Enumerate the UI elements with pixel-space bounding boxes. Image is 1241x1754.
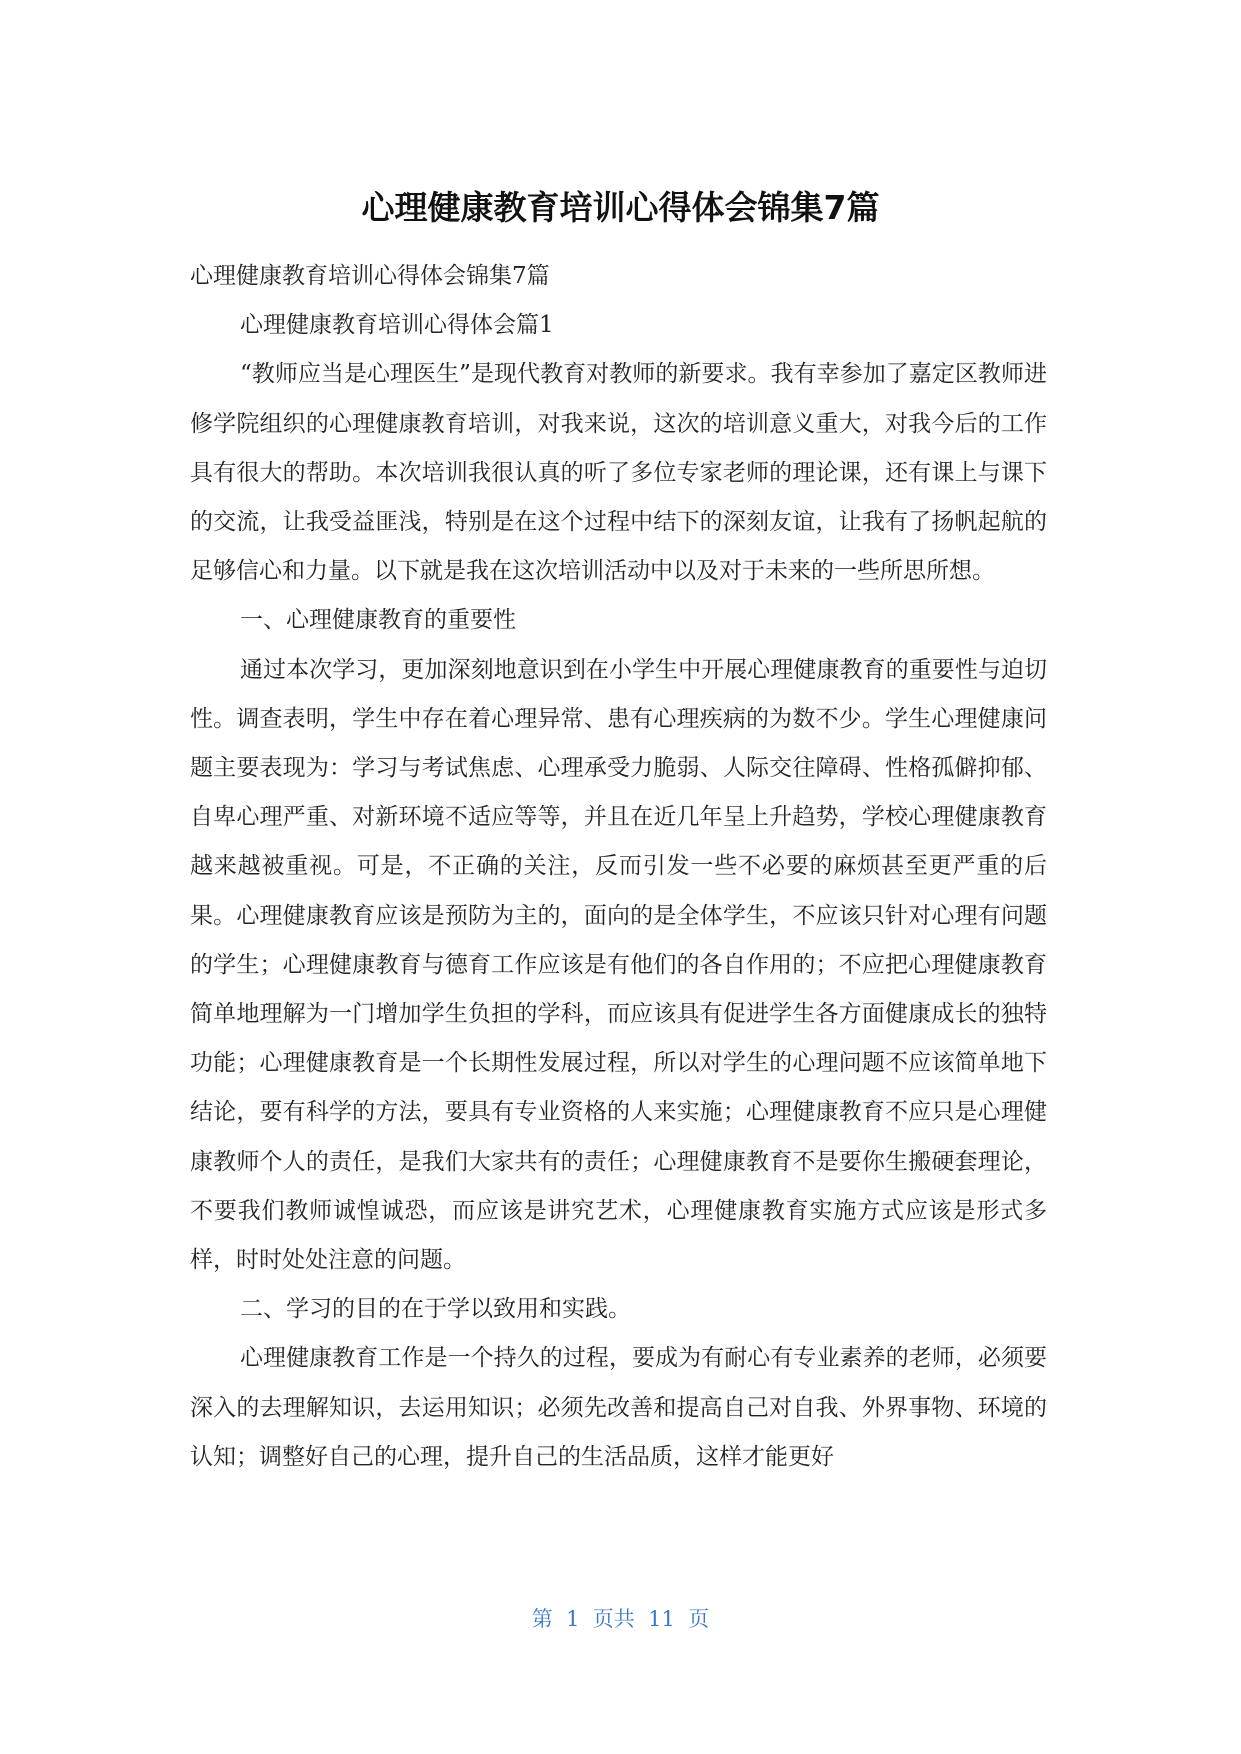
heading-learning-purpose: 二、学习的目的在于学以致用和实践。 [240, 1296, 631, 1323]
section-heading: 心理健康教育培训心得体会篇1 [240, 312, 554, 339]
paragraph-intro: “教师应当是心理医生”是现代教育对教师的新要求。我有幸参加了嘉定区教师进修学院组织的心理健康教育培训，对我来说，这次的培训意义重大，对我今后的工作具有很大的帮助。本次培训我很认真的听了多位专家老师的理论课，还有课上与课下的交流，让我受益匪浅，特别是在这个过程中结下的深刻友谊，让我有了扬帆起航的足够信心和力量。以下就是我在这次培训活动中以及对于未来的一些所思所想。 [190, 361, 1047, 585]
document-subtitle: 心理健康教育培训心得体会锦集7篇 [190, 263, 550, 289]
paragraph-learning-purpose: 心理健康教育工作是一个持久的过程，要成为有耐心有专业素养的老师，必须要深入的去理解知识，去运用知识；必须先改善和提高自己对自我、外界事物、环境的认知；调整好自己的心理，提升自己的生活品质，这样才能更好 [190, 1345, 1047, 1470]
document-title: 心理健康教育培训心得体会锦集7篇 [361, 188, 880, 227]
page-footer: 第 1 页共 11 页 [531, 1607, 710, 1631]
heading-importance: 一、心理健康教育的重要性 [240, 607, 516, 634]
paragraph-importance: 通过本次学习，更加深刻地意识到在小学生中开展心理健康教育的重要性与迫切性。调查表明，学生中存在着心理异常、患有心理疾病的为数不少。学生心理健康问题主要表现为：学习与考试焦虑、心理承受力脆弱、人际交往障碍、性格孤僻抑郁、自卑心理严重、对新环境不适应等等，并且在近几年呈上升趋势，学校心理健康教育越来越被重视。可是，不正确的关注，反而引发一些不必要的麻烦甚至更严重的后果。心理健康教育应该是预防为主的，面向的是全体学生，不应该只针对心理有问题的学生；心理健康教育与德育工作应该是有他们的各自作用的；不应把心理健康教育简单地理解为一门增加学生负担的学科，而应该具有促进学生各方面健康成长的独特功能；心理健康教育是一个长期性发展过程，所以对学生的心理问题不应该简单地下结论，要有科学的方法，要具有专业资格的人来实施；心理健康教育不应只是心理健康教师个人的责任，是我们大家共有的责任；心理健康教育不是要你生搬硬套理论，不要我们教师诚惶诚恐，而应该是讲究艺术，心理健康教育实施方式应该是形式多样，时时处处注意的问题。 [190, 656, 1047, 1274]
document-body [190, 252, 1047, 1482]
